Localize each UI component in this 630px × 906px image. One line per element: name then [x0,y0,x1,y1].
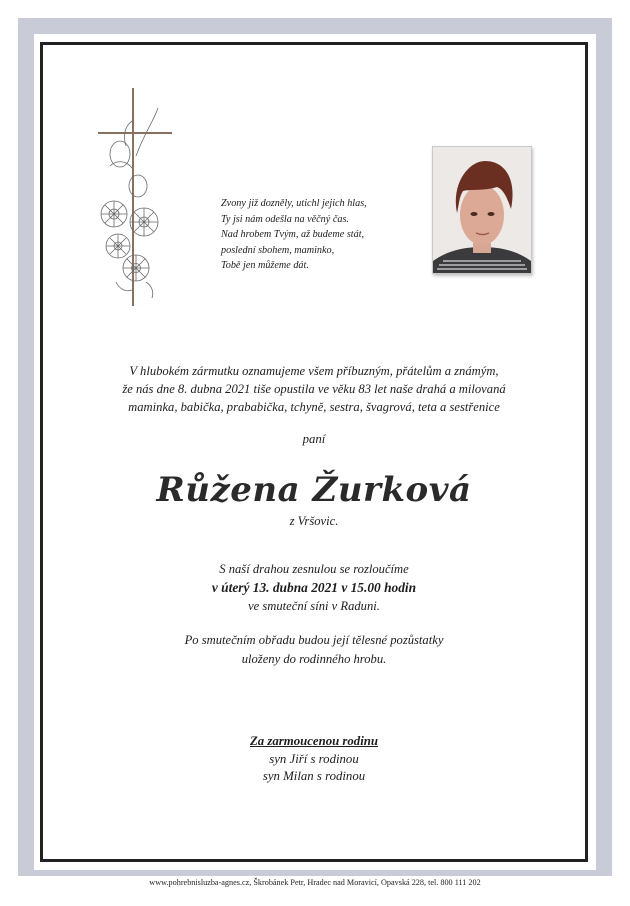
burial-info [40,631,588,668]
burial-line: uloženy do rodinného hrobu. [241,651,387,666]
family-member: syn Milan s rodinou [262,769,366,783]
origin: z Vršovic. [289,514,339,528]
family-heading: Za zarmoucenou rodinu [249,734,378,748]
poem-line: Zvony již dozněly, utichl jejich hlas, [221,198,367,209]
ceremony-place: ve smuteční síni v Raduni. [248,599,380,613]
footer-contact: www.pohrebnisluzba-agnes.cz, Škrobánek Petr, Hradec nad Moravicí, Opavská 228, tel. 800 111 202 [149,878,481,887]
poem-line: Tobě jen můžeme dát. [221,260,309,272]
announcement-line: maminka, babička, prababička, tchyně, sestra, švagrová, teta a sestřenice [128,400,500,414]
portrait-image [433,147,531,273]
portrait-photo [432,146,532,274]
ceremony-date: v úterý 13. dubna 2021 v 15.00 hodin [211,579,417,595]
ceremony-info [40,560,588,616]
family-member: syn Jiří s rodinou [269,751,359,766]
announcement-line: V hlubokém zármutku oznamujeme všem příbuzným, přátelům a známým, [129,364,499,378]
cross-with-flowers-icon [96,86,174,308]
deceased-name: Růžena Žurková [156,470,472,510]
poem [221,196,431,274]
poem-line: poslední sbohem, maminko, [221,244,335,256]
announcement [40,362,588,416]
ceremony-line: S naší drahou zesnulou se rozloučíme [219,562,409,576]
family-signature [40,733,588,786]
announcement-line: že nás dne 8. dubna 2021 tiše opustila ve věku 83 let naše drahá a milovaná [122,382,506,396]
poem-line: Ty jsi nám odešla na věčný čas. [221,213,349,225]
burial-line: Po smutečním obřadu budou její tělesné pozůstatky [184,633,444,647]
poem-line: Nad hrobem Tvým, až budeme stát, [221,229,365,241]
salutation: paní [302,432,326,446]
